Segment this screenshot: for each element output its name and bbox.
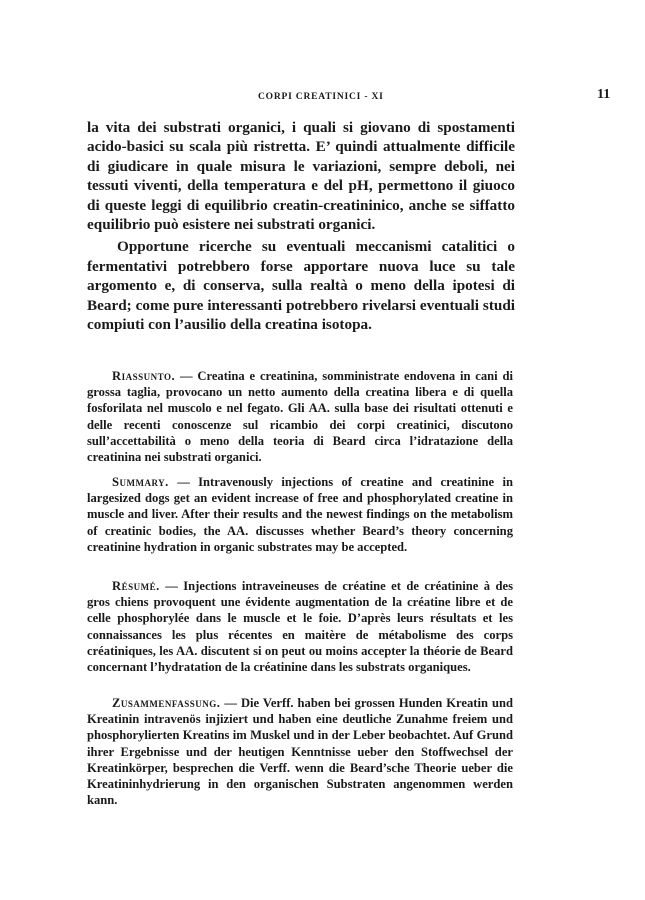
abstract-text-zusammenfassung: — Die Verff. haben bei grossen Hunden Kreatin und Kreatinin intravenös injiziert und haben eine deutliche Zunahme freiem und phosphorylierten Kreatins im Muskel und in der Leber beobachtet. Auf Grund ihrer Ergebnisse und der heutigen Kenntnisse ueber den Stoffwechsel der Kreatinkörper, besprechen die Verff. wenn die Beard’sche Theorie ueber die Kreatininhydrierung in den organischen Substraten angenommen werden kann. bbox=[87, 696, 513, 808]
abstract-label-summary: Summary. bbox=[112, 475, 169, 489]
abstract-zusammenfassung bbox=[87, 695, 513, 808]
abstract-summary bbox=[87, 474, 513, 555]
abstract-text-riassunto: — Creatina e creatinina, somministrate endovena in cani di grossa taglia, provocano un netto aumento della creatina libera e di quella fosforilata nel muscolo e nel fegato. Gli AA. sulla base dei risultati ottenuti e delle recenti conoscenze sul ricambio dei corpi creatinici, discutono sull’accettabilità o meno della teoria di Beard circa l’idratazione della creatinina nei substrati organici. bbox=[87, 369, 513, 465]
abstract-riassunto bbox=[87, 368, 513, 465]
abstract-text-resume: — Injections intraveineuses de créatine et de créatinine à des gros chiens provoquent une évidente augmentation de la créatine libre et de celle phosphorylée dans le muscle et le foie. D’après leurs résultats et les connaissances les plus récentes en maitère de métabolisme des corps créatiniques, les AA. discutent si on peut ou moins accepter la théorie de Beard concernant l’hydratation de la créatinine dans les substrats organiques. bbox=[87, 579, 513, 675]
running-head: CORPI CREATINICI - XI bbox=[258, 92, 384, 102]
page-number: 11 bbox=[597, 87, 611, 102]
body-paragraph-1: la vita dei substrati organici, i quali si giovano di spostamenti acido-basici su scala più ristretta. E’ quindi attualmente difficile di giudicare in quale misura le variazioni, sempre deboli, nei tessuti viventi, della temperatura e del pH, permettono il giuoco di queste leggi di equilibrio creatin-creatininico, anche se siffatto equilibrio può esistere nei substrati organici. bbox=[87, 119, 515, 234]
abstract-label-zusammenfassung: Zusammenfassung. bbox=[112, 696, 221, 710]
abstract-label-resume: Résumé. bbox=[112, 579, 160, 593]
body-paragraph-2: Opportune ricerche su eventuali meccanismi catalitici o fermentativi potrebbero forse apportare nuova luce su tale argomento e, di conserva, sulla realtà o meno della ipotesi di Beard; come pure interessanti potrebbero rivelarsi eventuali studi compiuti con l’ausilio della creatina isotopa. bbox=[87, 238, 515, 334]
abstract-text-summary: — Intravenously injections of creatine and creatinine in largesized dogs get an evident increase of free and phosphorylated creatine in muscle and liver. After their results and the newest findings on the metabolism of creatinic bodies, the AA. discusses whether Beard’s theory concerning creatinine hydration in organic substrates may be accepted. bbox=[87, 475, 513, 554]
abstract-resume bbox=[87, 578, 513, 675]
main-text bbox=[87, 118, 515, 334]
abstract-label-riassunto: Riassunto. bbox=[112, 369, 176, 383]
